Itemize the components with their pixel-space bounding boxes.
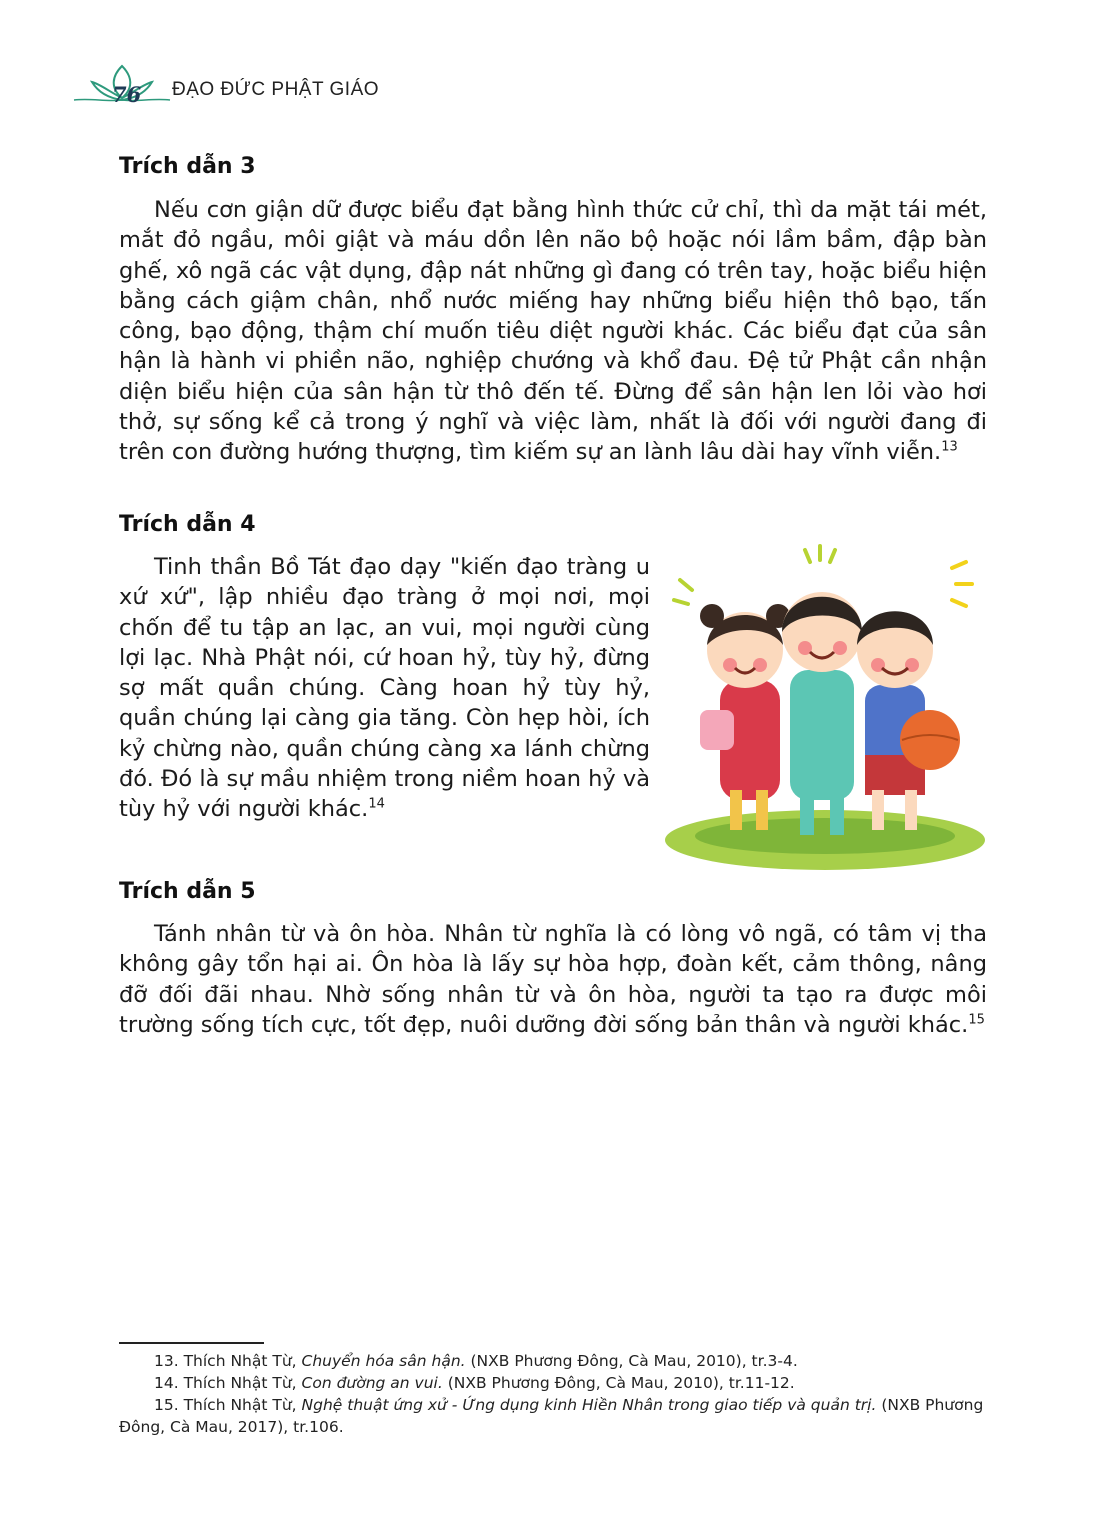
section-title-3: Trích dẫn 3 (119, 154, 256, 179)
footnote-ref-14: 14 (368, 796, 385, 812)
footnote-15: 15. Thích Nhật Từ, Nghệ thuật ứng xử - Ứng dụng kinh Hiền Nhân trong giao tiếp và quản trị. (NXB Phương Đông, Cà Mau, 2017), tr.106. (119, 1396, 984, 1436)
section-paragraph-5: Tánh nhân từ và ôn hòa. Nhân từ nghĩa là có lòng vô ngã, có tâm vị tha không gây tổn hại ai. Ôn hòa là lấy sự hòa hợp, đoàn kết, cảm thông, nâng đỡ đối đãi nhau. Nhờ sống nhân từ và ôn hòa, người ta tạo ra được môi trường sống tích cực, tốt đẹp, nuôi dưỡng đời sống bản thân và người khác.$^{15}$ (119, 921, 987, 1038)
section-paragraph-4: Tinh thần Bồ Tát đạo dạy "kiến đạo tràng u xứ xứ", lập nhiều đạo tràng ở mọi nơi, mọi chốn để tu tập an lạc, an vui, mọi người cùng lợi lạc. Nhà Phật nói, cứ hoan hỷ, tùy hỷ, đừng sợ mất quần chúng. Càng hoan hỷ tùy hỷ, quần chúng lại càng gia tăng. Còn hẹp hòi, ích kỷ chừng nào, quần chúng càng xa lánh chừng đó. Đó là sự mầu nhiệm trong niềm hoan hỷ và tùy hỷ với người khác.$^{14}$ (119, 554, 650, 823)
footnote-ref-13: 13 (941, 439, 958, 455)
children-illustration (660, 540, 990, 890)
footnote-13: 13. Thích Nhật Từ, Chuyển hóa sân hận. (NXB Phương Đông, Cà Mau, 2010), tr.3-4. (154, 1352, 798, 1370)
section-title-5: Trích dẫn 5 (119, 879, 256, 904)
footnote-14: 14. Thích Nhật Từ, Con đường an vui. (NXB Phương Đông, Cà Mau, 2010), tr.11-12. (154, 1374, 795, 1392)
section-paragraph-3: Nếu cơn giận dữ được biểu đạt bằng hình thức cử chỉ, thì da mặt tái mét, mắt đỏ ngầu, môi giật và máu dồn lên não bộ hoặc nói lầm bầm, đập bàn ghế, xô ngã các vật dụng, đập nát những gì đang có trên tay, hoặc biểu hiện bằng cách giậm chân, nhổ nước miếng hay những biểu hiện thô bạo, tấn công, bạo động, thậm chí muốn tiêu diệt người khác. Các biểu đạt của sân hận là hành vi phiền não, nghiệp chướng và khổ đau. Đệ tử Phật cần nhận diện biểu hiện của sân hận từ thô đến tế. Đừng để sân hận len lỏi vào hơi thở, sự sống kể cả trong ý nghĩ và việc làm, nhất là đối với người đang đi trên con đường hướng thượng, tìm kiếm sự an lành lâu dài hay vĩnh viễn.$^{13}$ (119, 197, 987, 466)
page-header (72, 62, 472, 112)
footnotes (119, 1350, 987, 1438)
footnote-ref-15: 15 (968, 1012, 985, 1028)
section-title-4: Trích dẫn 4 (119, 512, 256, 537)
running-title: ĐẠO ĐỨC PHẬT GIÁO (172, 79, 380, 100)
page-number: 76 (112, 82, 142, 107)
footnote-divider (119, 1342, 264, 1344)
